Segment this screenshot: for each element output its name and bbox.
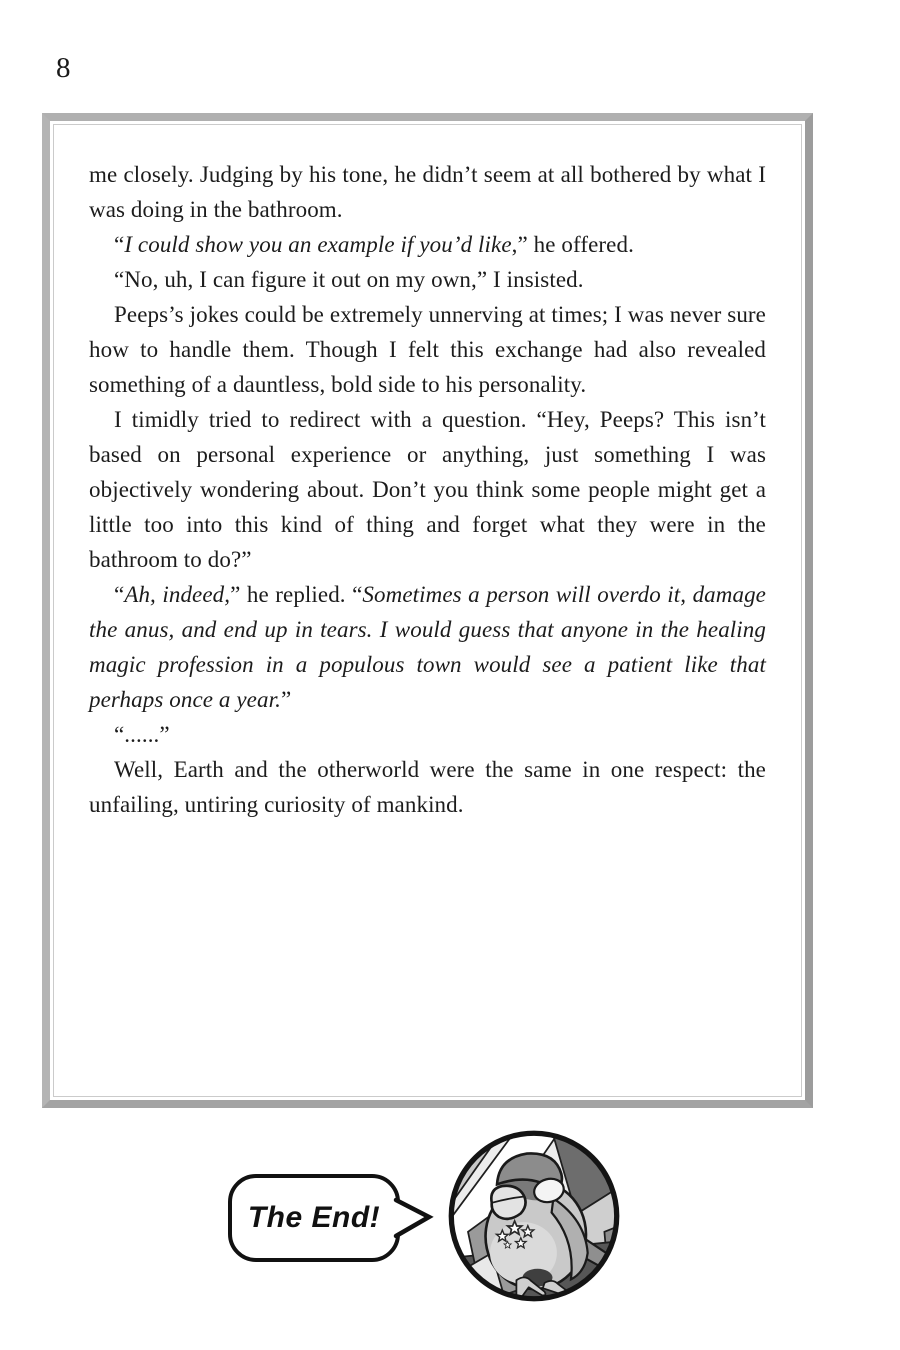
- the-end-speech-bubble: [228, 1174, 400, 1262]
- story-paragraph: “No, uh, I can figure it out on my own,” I insisted.: [114, 267, 584, 292]
- story-paragraph: Well, Earth and the otherworld were the same in one respect: the unfailing, untiring curiosity of mankind.: [89, 757, 766, 817]
- story-paragraph: me closely. Judging by his tone, he didn’t seem at all bothered by what I was doing in the bathroom.: [89, 162, 766, 222]
- peeps-sparrow-illustration: [446, 1128, 622, 1304]
- the-end-label: The End!: [247, 1201, 381, 1234]
- story-paragraph: “......”: [114, 722, 170, 747]
- text-frame-inner: [53, 124, 802, 1097]
- story-paragraph: “I could show you an example if you’d like,” he offered.: [114, 232, 634, 257]
- story-paragraphs: [89, 157, 766, 822]
- speech-bubble-tail-icon: [392, 1196, 434, 1240]
- text-frame: [42, 113, 813, 1108]
- story-paragraph: Peeps’s jokes could be extremely unnerving at times; I was never sure how to handle them. Though I felt this exchange had also revealed something of a dauntless, bold side to his personality.: [89, 302, 766, 397]
- sparrow-circle-icon: [446, 1128, 622, 1304]
- story-paragraph: I timidly tried to redirect with a question. “Hey, Peeps? This isn’t based on personal experience or anything, just something I was objectively wondering about. Don’t you think some people might get a little too into this kind of thing and forget what they were in the bathroom to do?”: [89, 407, 766, 572]
- page-number: 8: [56, 52, 71, 84]
- story-paragraph: “Ah, indeed,” he replied. “Sometimes a person will overdo it, damage the anus, and end up in tears. I would guess that anyone in the healing magic profession in a populous town would see a patient like that perhaps once a year.”: [89, 582, 766, 712]
